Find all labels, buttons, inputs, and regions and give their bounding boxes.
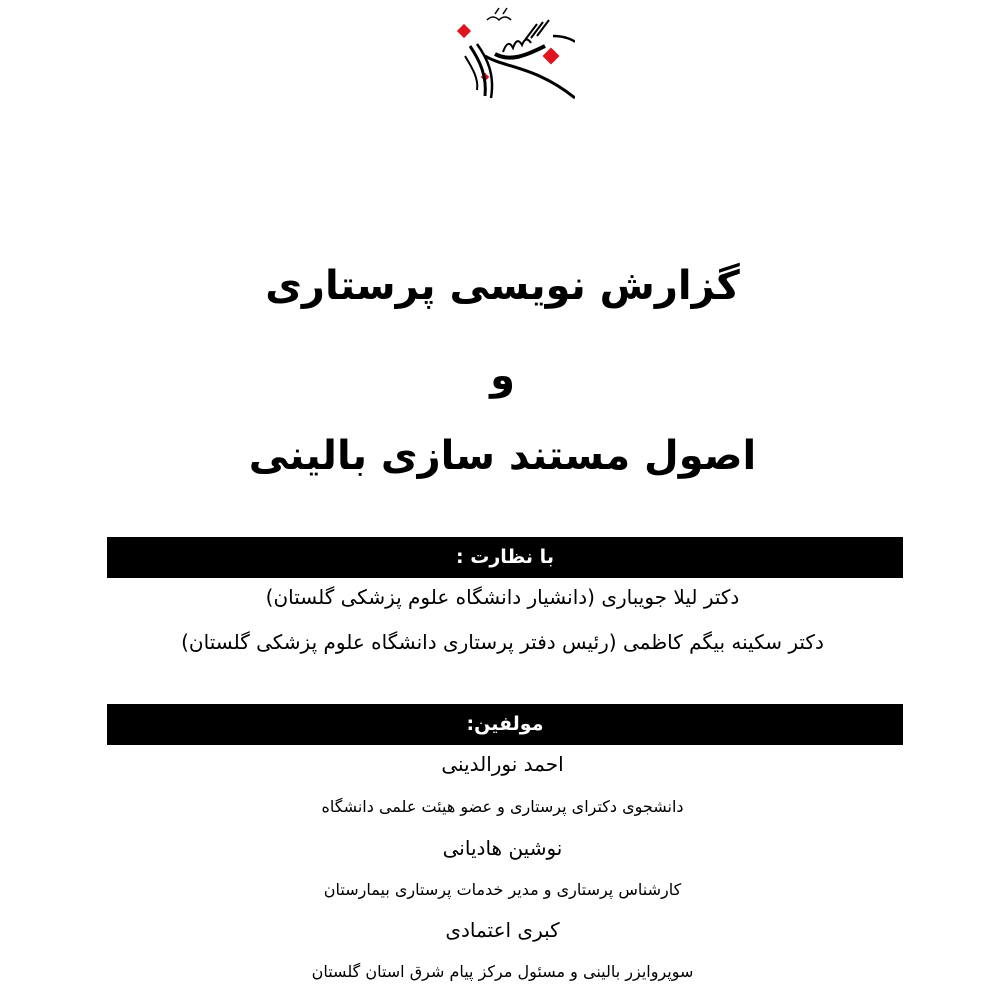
- supervisor-2: دکتر سکینه بیگم کاظمی (رئیس دفتر پرستاری دانشگاه علوم پزشکی گلستان): [181, 630, 824, 654]
- author-1-name: احمد نورالدینی: [441, 752, 564, 776]
- author-2-name: نوشین هادیانی: [442, 836, 563, 860]
- title-line-2: اصول مستند سازی بالینی: [248, 433, 757, 479]
- authors-heading-bar: [107, 704, 903, 745]
- supervision-heading-bar: [107, 537, 903, 578]
- author-1-role: دانشجوی دکترای پرستاری و عضو هیئت علمی دانشگاه: [321, 797, 684, 816]
- authors-heading: مولفین:: [466, 713, 544, 735]
- supervision-heading: با نظارت :: [456, 546, 554, 568]
- title-line-1: گزارش نویسی پرستاری: [265, 263, 740, 309]
- supervisor-1: دکتر لیلا جویباری (دانشیار دانشگاه علوم پزشکی گلستان): [265, 585, 740, 609]
- author-3-name: کبری اعتمادی: [445, 918, 560, 942]
- bismillah-calligraphy-icon: [425, 6, 575, 102]
- title-conjunction: و: [490, 353, 515, 399]
- author-3-role: سوپروایزر بالینی و مسئول مرکز پیام شرق استان گلستان: [311, 962, 694, 981]
- author-2-role: کارشناس پرستاری و مدیر خدمات پرستاری بیمارستان: [323, 880, 682, 899]
